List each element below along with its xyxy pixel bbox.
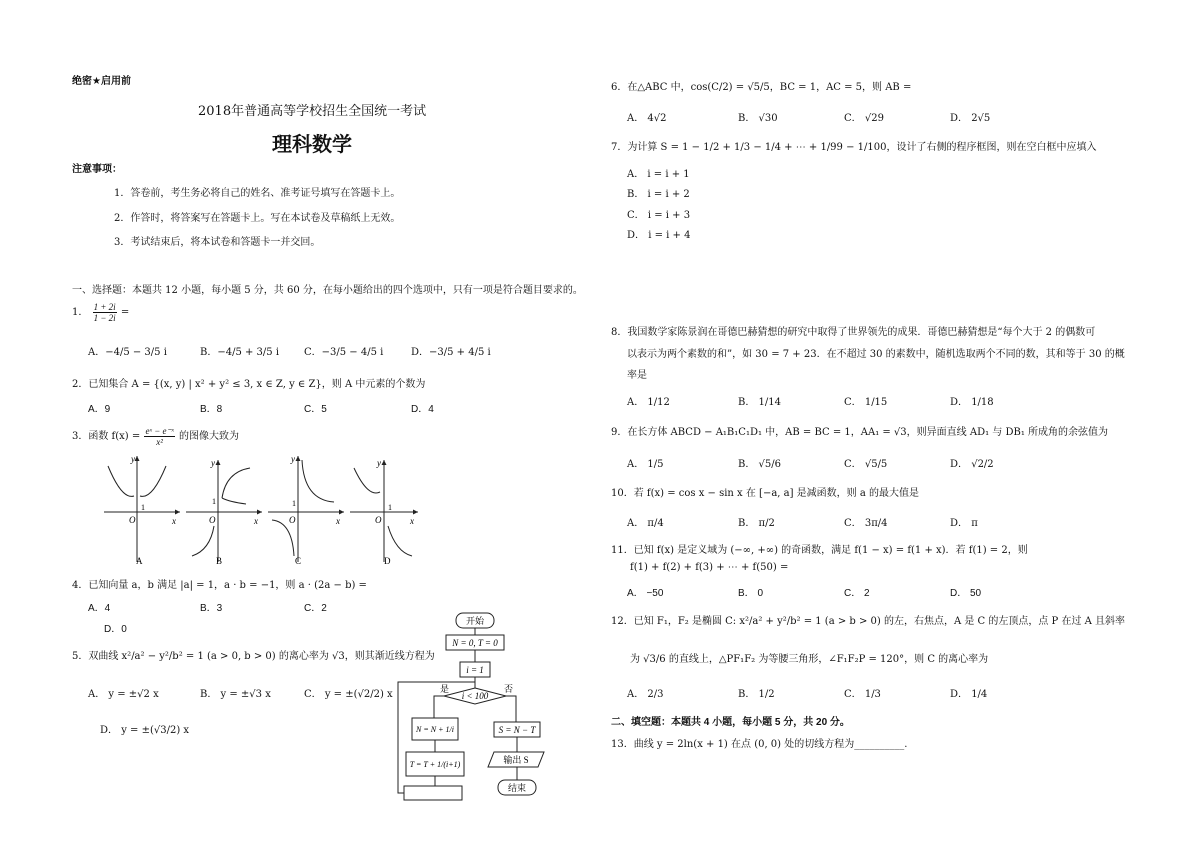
question-5: 5．双曲线 x²/a² − y²/b² = 1 (a > 0, b > 0) 的离心率为 √3，则其渐近线方程为 [72, 651, 435, 662]
q9-option-d: D． √2/2 [950, 459, 994, 470]
q7-option-a: A． i = i + 1 [627, 169, 690, 180]
flowchart-blank-box [404, 786, 462, 800]
question-11-line-2: f(1) + f(2) + f(3) + ⋯ + f(50) = [630, 562, 789, 573]
graph-d-one: 1 [388, 503, 392, 512]
flowchart-t-update-label: T = T + 1/(i+1) [409, 760, 461, 769]
q12-option-d: D． 1/4 [950, 689, 988, 700]
q6-option-d: D． 2√5 [950, 113, 991, 124]
q1-option-c: C．−3/5 − 4/5 i [304, 347, 384, 358]
flowchart-i-init-label: i = 1 [466, 665, 484, 675]
question-2: 2．已知集合 A = {(x, y) | x² + y² ≤ 3, x ∈ Z, y ∈ Z}，则 A 中元素的个数为 [72, 379, 426, 390]
program-flowchart [396, 610, 566, 802]
q8-option-b: B． 1/14 [738, 397, 781, 408]
flowchart-no-label: 否 [504, 684, 514, 694]
q9-option-b: B． √5/6 [738, 459, 781, 470]
q1-fraction-num: 1 + 2i [93, 302, 116, 312]
question-1 [72, 302, 129, 323]
q2-option-a: A．9 [88, 404, 111, 415]
notes-heading: 注意事项： [72, 164, 122, 175]
note-item-2: 2．作答时，将答案写在答题卡上。写在本试卷及草稿纸上无效。 [114, 213, 401, 224]
subject-title: 理科数学 [272, 134, 352, 156]
q9-option-c: C． √5/5 [844, 459, 888, 470]
q7-option-c: C． i = i + 3 [627, 210, 691, 221]
q11-option-a: A． −50 [627, 588, 664, 599]
q5-option-a: A． y = ±√2 x [88, 689, 159, 700]
flowchart-init-label: N = 0, T = 0 [452, 638, 498, 648]
q1-fraction-den: 1 − 2i [93, 313, 116, 323]
q8-option-a: A． 1/12 [627, 397, 670, 408]
q4-option-c: C．2 [304, 603, 327, 614]
q10-option-b: B． π/2 [738, 518, 775, 529]
q10-option-a: A． π/4 [627, 518, 664, 529]
q3-text-post: 的图像大致为 [179, 431, 240, 442]
q6-option-a: A． 4√2 [627, 113, 667, 124]
q7-option-b: B． i = i + 2 [627, 189, 690, 200]
exam-title: 2018年普通高等学校招生全国统一考试 [198, 104, 427, 119]
q3-fraction [144, 426, 174, 447]
graph-c-one: 1 [292, 499, 296, 508]
graph-b-x: x [254, 516, 258, 526]
graph-a-one: 1 [141, 503, 145, 512]
question-8-line-1: 8．我国数学家陈景润在哥德巴赫猜想的研究中取得了世界领先的成果．哥德巴赫猜想是“每个大于 2 的偶数可 [611, 327, 1096, 338]
graph-a-origin: O [129, 515, 136, 525]
graph-d-y: y [377, 458, 381, 468]
graph-d [350, 458, 418, 566]
q5-option-c: C． y = ±(√2/2) x [304, 689, 393, 700]
q4-option-d: D．0 [104, 624, 127, 635]
flowchart-start-label: 开始 [465, 616, 485, 626]
graph-b-one: 1 [212, 497, 216, 506]
question-12-line-2: 为 √3/6 的直线上，△PF₁F₂ 为等腰三角形，∠F₁F₂P = 120°，则 C 的离心率为 [630, 654, 989, 665]
graph-a [104, 454, 180, 566]
graph-a-label: A [136, 556, 143, 566]
flowchart-output-label: 输出 S [503, 755, 529, 765]
q1-option-b: B．−4/5 + 3/5 i [200, 347, 280, 358]
question-3 [72, 426, 239, 447]
q10-option-c: C． 3π/4 [844, 518, 888, 529]
graph-d-x: x [410, 516, 414, 526]
q6-option-b: B． √30 [738, 113, 778, 124]
q4-option-b: B．3 [200, 603, 223, 614]
question-12-line-1: 12．已知 F₁，F₂ 是椭圆 C: x²/a² + y²/b² = 1 (a > b > 0) 的左，右焦点，A 是 C 的左顶点，点 P 在过 A 且斜率 [611, 616, 1126, 627]
q3-graphs [100, 452, 420, 570]
q3-fraction-den: x² [156, 437, 163, 447]
question-8-line-2: 以表示为两个素数的和”，如 30 = 7 + 23．在不超过 30 的素数中，随机选取两个不同的数，其和等于 30 的概 [627, 349, 1125, 360]
q1-number: 1． [72, 307, 89, 318]
q10-option-d: D． π [950, 518, 978, 529]
graph-c-x: x [336, 516, 340, 526]
note-item-3: 3．考试结束后，将本试卷和答题卡一并交回。 [114, 237, 321, 248]
q1-fraction [93, 302, 117, 323]
q12-option-b: B． 1/2 [738, 689, 775, 700]
flowchart-end-label: 结束 [507, 783, 527, 793]
q7-option-d: D． i = i + 4 [627, 230, 691, 241]
q11-option-d: D． 50 [950, 588, 982, 599]
graph-a-y: y [131, 454, 135, 464]
q5-option-b: B． y = ±√3 x [200, 689, 271, 700]
secret-label: 绝密★启用前 [72, 76, 131, 87]
q8-option-c: C． 1/15 [844, 397, 888, 408]
q12-option-a: A． 2/3 [627, 689, 664, 700]
q5-option-d: D． y = ±(√3/2) x [100, 725, 190, 736]
graph-c-origin: O [289, 515, 296, 525]
graph-c-y: y [291, 454, 295, 464]
graph-d-label: D [384, 556, 391, 566]
flowchart-yes-label: 是 [440, 684, 450, 694]
q3-fraction-num: eˣ − e⁻ˣ [145, 426, 174, 436]
q2-option-b: B．8 [200, 404, 223, 415]
question-11-line-1: 11．已知 f(x) 是定义域为 (−∞, +∞) 的奇函数，满足 f(1 − x) = f(1 + x)．若 f(1) = 2，则 [611, 545, 1028, 556]
graph-b [186, 458, 262, 566]
graph-c-label: C [295, 556, 302, 566]
q11-option-b: B． 0 [738, 588, 764, 599]
q6-option-c: C． √29 [844, 113, 884, 124]
graph-a-x: x [172, 516, 176, 526]
graph-b-y: y [211, 458, 215, 468]
question-8-line-3: 率是 [627, 370, 647, 381]
q11-option-c: C． 2 [844, 588, 870, 599]
q12-option-c: C． 1/3 [844, 689, 881, 700]
question-7: 7．为计算 S = 1 − 1/2 + 1/3 − 1/4 + ⋯ + 1/99 − 1/100，设计了右侧的程序框图，则在空白框中应填入 [611, 142, 1097, 153]
q8-option-d: D． 1/18 [950, 397, 994, 408]
question-6: 6．在△ABC 中，cos(C/2) = √5/5，BC = 1，AC = 5，则 AB = [611, 82, 912, 93]
question-10: 10．若 f(x) = cos x − sin x 在 [−a, a] 是减函数，则 a 的最大值是 [611, 488, 919, 499]
q2-option-c: C．5 [304, 404, 327, 415]
flowchart-n-update-label: N = N + 1/i [416, 725, 454, 734]
question-4: 4．已知向量 a，b 满足 |a| = 1，a · b = −1，则 a · (2a − b) = [72, 580, 367, 591]
section1-heading: 一、选择题：本题共 12 小题，每小题 5 分，共 60 分，在每小题给出的四个选项中，只有一项是符合题目要求的。 [72, 285, 583, 296]
q1-equals: = [120, 307, 130, 318]
q3-text-pre: 3．函数 f(x) = [72, 431, 141, 442]
q9-option-a: A． 1/5 [627, 459, 664, 470]
q4-option-a: A．4 [88, 603, 111, 614]
question-9: 9．在长方体 ABCD − A₁B₁C₁D₁ 中，AB = BC = 1，AA₁ = √3，则异面直线 AD₁ 与 DB₁ 所成角的余弦值为 [611, 427, 1109, 438]
graph-b-label: B [216, 556, 223, 566]
q2-option-d: D．4 [411, 404, 434, 415]
graph-c [268, 454, 344, 566]
flowchart-condition-label: i < 100 [461, 691, 489, 701]
q1-option-d: D．−3/5 + 4/5 i [411, 347, 491, 358]
question-13: 13．曲线 y = 2ln(x + 1) 在点 (0, 0) 处的切线方程为__________. [611, 739, 908, 750]
graph-b-origin: O [209, 515, 216, 525]
section2-heading: 二、填空题：本题共 4 小题，每小题 5 分，共 20 分。 [611, 717, 850, 728]
flowchart-s-calc-label: S = N − T [498, 725, 536, 735]
q1-option-a: A．−4/5 − 3/5 i [88, 347, 167, 358]
note-item-1: 1．答卷前，考生务必将自己的姓名、准考证号填写在答题卡上。 [114, 188, 401, 199]
graph-d-origin: O [375, 515, 382, 525]
